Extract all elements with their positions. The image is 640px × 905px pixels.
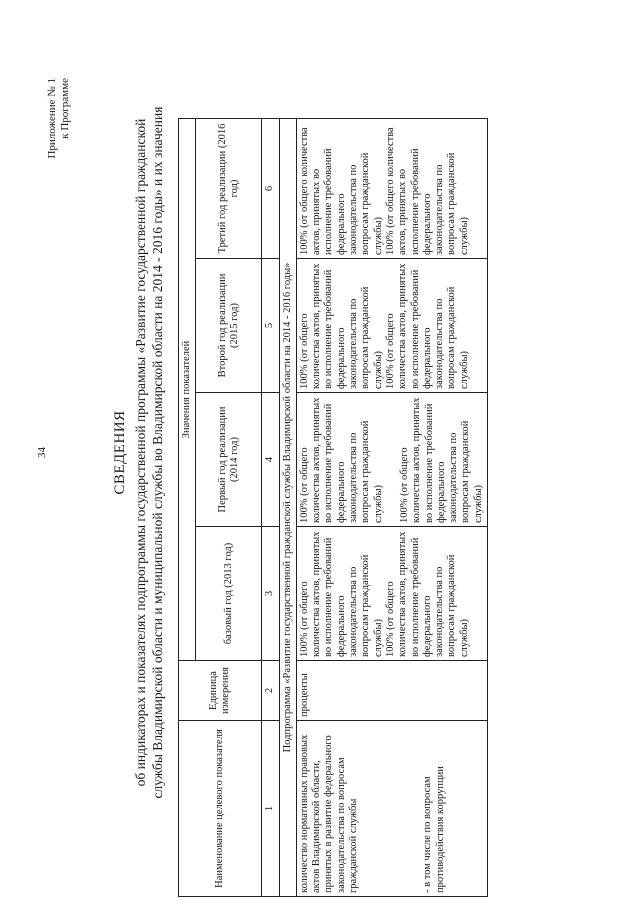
indicators-table <box>178 118 488 897</box>
appendix-label <box>46 78 72 159</box>
header-year-2: Второй год реализации (2015 год) <box>196 259 262 393</box>
document-title: СВЕДЕНИЯ <box>112 410 128 495</box>
base-value-b: 100% (от общего количества актов, принятых во исполнение требований федерального законодательства по вопросам гражданской службы) <box>384 531 470 657</box>
indicator-name-cell <box>296 721 487 897</box>
y1-value-b: 100% (от общего количества актов, принятых во исполнение требований федерального законодательства по вопросам гражданской службы) <box>398 397 484 523</box>
subtitle-line-1: об индикаторах и показателях подпрограммы государственной программы «Развитие государственной гражданской <box>133 118 148 787</box>
header-year-1: Первый год реализации (2014 год) <box>196 393 262 527</box>
page-number: 34 <box>36 447 48 458</box>
year-1-cell <box>296 393 487 527</box>
header-indicator-name: Наименование целевого показателя <box>179 721 262 897</box>
subprogram-heading: Подпрограмма «Развитие государственной гражданской службы Владимирской области на 2014 - 2016 годы» <box>279 118 296 896</box>
header-values: Значения показателей <box>179 118 196 660</box>
header-unit: Единица измерения <box>179 661 262 721</box>
appendix-line-1: Приложение № 1 <box>46 78 58 159</box>
base-year-cell <box>296 527 487 661</box>
col-num-4: 4 <box>262 393 279 527</box>
indicator-name-anticorruption: - в том числе по вопросам противодействия коррупции <box>422 766 446 893</box>
appendix-line-2: к Программе <box>59 78 71 139</box>
col-num-1: 1 <box>262 721 279 897</box>
y3-value-a: 100% (от общего количества актов, принятых во исполнение требований федерального законодательства по вопросам гражданской службы) <box>298 127 384 255</box>
document-subtitle <box>132 40 166 865</box>
base-value-a: 100% (от общего количества актов, принятых во исполнение требований федерального законодательства по вопросам гражданской службы) <box>298 531 384 657</box>
col-num-5: 5 <box>262 259 279 393</box>
y2-value-a: 100% (от общего количества актов, принятых во исполнение требований федерального законодательства по вопросам гражданской службы) <box>298 263 384 389</box>
table-row <box>296 118 487 896</box>
col-num-2: 2 <box>262 661 279 721</box>
year-3-cell <box>296 118 487 258</box>
header-year-3: Третий год реализации (2016 год) <box>196 118 262 258</box>
year-2-cell <box>296 259 487 393</box>
indicator-name-main: количество нормативных правовых актов Владимирской области, принятых в развитие федерального законодательства по вопросам гражданской службы <box>298 734 360 893</box>
y3-value-b: 100% (от общего количества актов, принятых во исполнение требований федерального законодательства по вопросам гражданской службы) <box>384 127 470 255</box>
subtitle-line-2: службы Владимирской области и муниципальной службы во Владимирской области на 2014 - 2016 годы» и их значения <box>150 106 165 799</box>
y1-value-a: 100% (от общего количества актов, принятых во исполнение требований федерального законодательства по вопросам гражданской службы) <box>298 397 384 523</box>
col-num-6: 6 <box>262 118 279 258</box>
unit-cell: проценты <box>296 661 487 721</box>
col-num-3: 3 <box>262 527 279 661</box>
header-base-year: базовый год (2013 год) <box>196 527 262 661</box>
column-number-row <box>262 118 279 896</box>
y2-value-b: 100% (от общего количества актов, принятых во исполнение требований федерального законодательства по вопросам гражданской службы) <box>384 263 470 389</box>
